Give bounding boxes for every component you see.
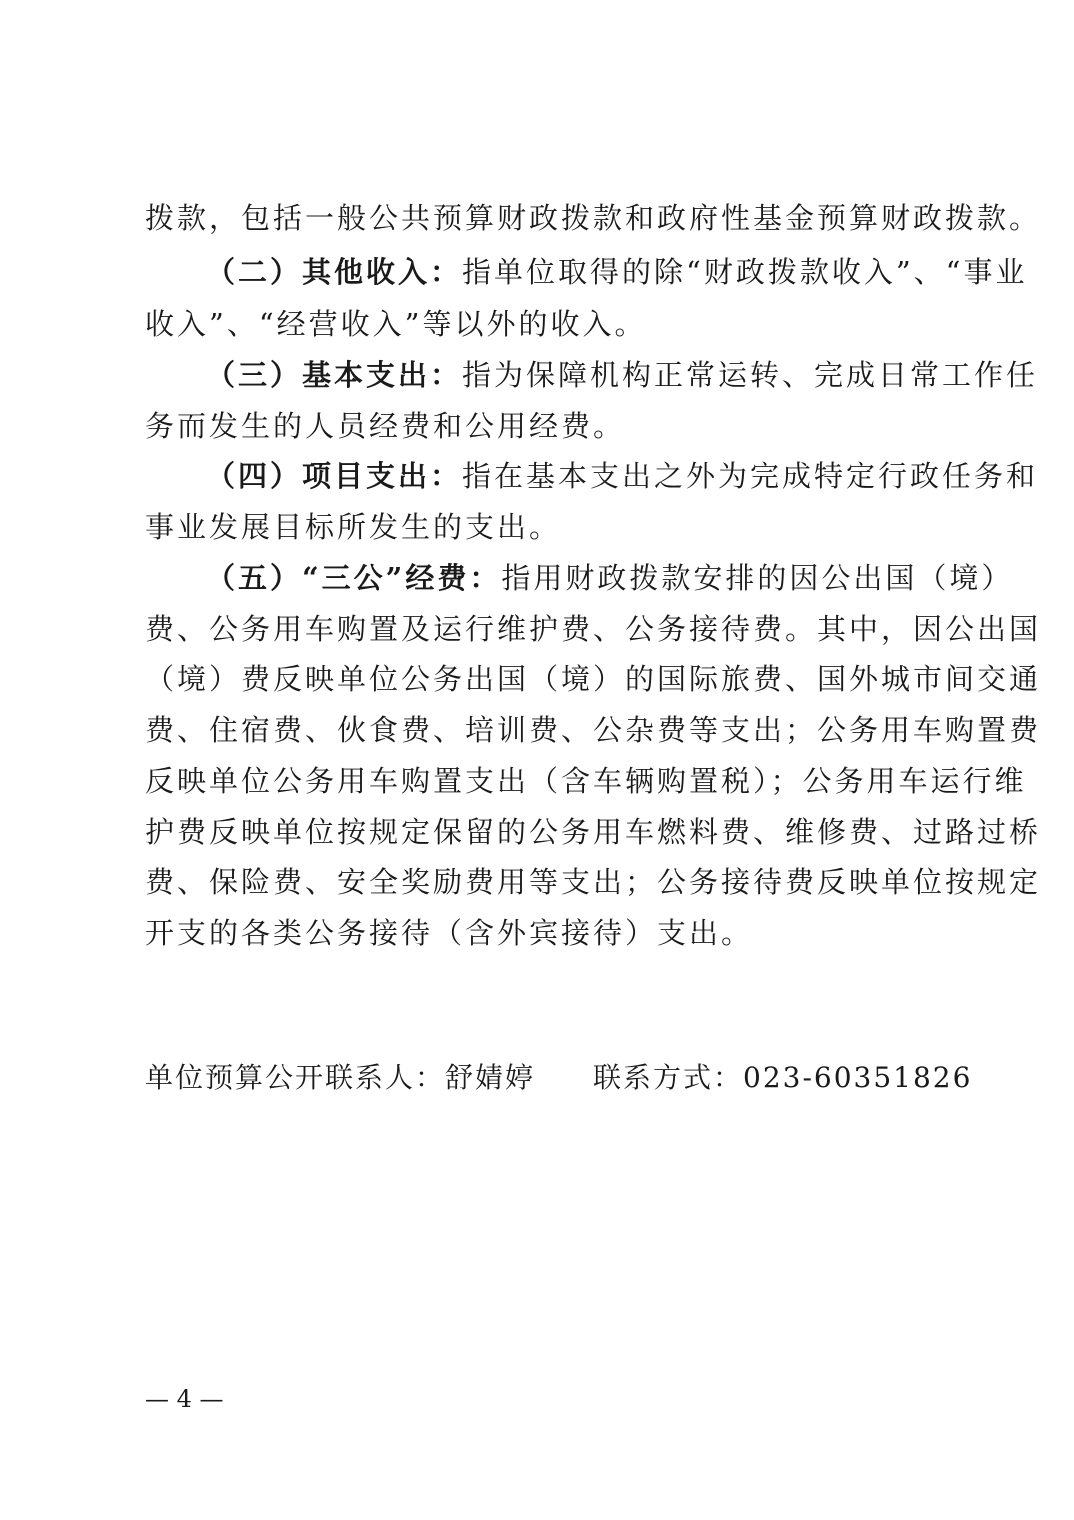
paragraph-line: （境）费反映单位公务出国（境）的国际旅费、国外城市间交通 [145,662,1042,696]
term-definition: 指用财政拨款安排的因公出国（境） [501,561,1014,595]
term-heading: （二）其他收入： [206,255,463,289]
paragraph-other-income [206,252,1028,292]
paragraph-line: 拨款，包括一般公共预算财政拨款和政府性基金预算财政拨款。 [145,201,1042,235]
page-number: — 4 — [145,1385,224,1413]
paragraph-line: 护费反映单位按规定保留的公务用车燃料费、维修费、过路过桥 [145,815,1042,849]
contact-person: 单位预算公开联系人：舒婧婷 [145,1061,536,1094]
paragraph-basic-expenditure [206,355,1039,395]
paragraph-line: 费、保险费、安全奖励费用等支出；公务接待费反映单位按规定 [145,865,1042,899]
paragraph-line: 务而发生的人员经费和公用经费。 [145,409,626,443]
paragraph-line: 事业发展目标所发生的支出。 [145,510,562,544]
paragraph-line: 费、公务用车购置及运行维护费、公务接待费。其中，因公出国 [145,612,1042,646]
term-definition: 指单位取得的除“财政拨款收入”、“事业 [462,255,1028,289]
term-heading: （五）“三公”经费： [206,561,502,595]
paragraph-line: 收入”、“经营收入”等以外的收入。 [145,307,647,341]
contact-info [145,1058,972,1098]
term-definition: 指在基本支出之外为完成特定行政任务和 [462,459,1039,493]
term-definition: 指为保障机构正常运转、完成日常工作任 [462,358,1039,392]
contact-phone: 联系方式：023-60351826 [593,1061,973,1094]
paragraph-line: 开支的各类公务接待（含外宾接待）支出。 [145,916,754,950]
paragraph-project-expenditure [206,456,1039,496]
paragraph-line: 反映单位公务用车购置支出（含车辆购置税）；公务用车运行维 [145,764,1027,798]
term-heading: （四）项目支出： [206,459,463,493]
paragraph-line: 费、住宿费、伙食费、培训费、公杂费等支出；公务用车购置费 [145,713,1042,747]
paragraph-three-public-expenses [206,558,1014,598]
term-heading: （三）基本支出： [206,358,463,392]
